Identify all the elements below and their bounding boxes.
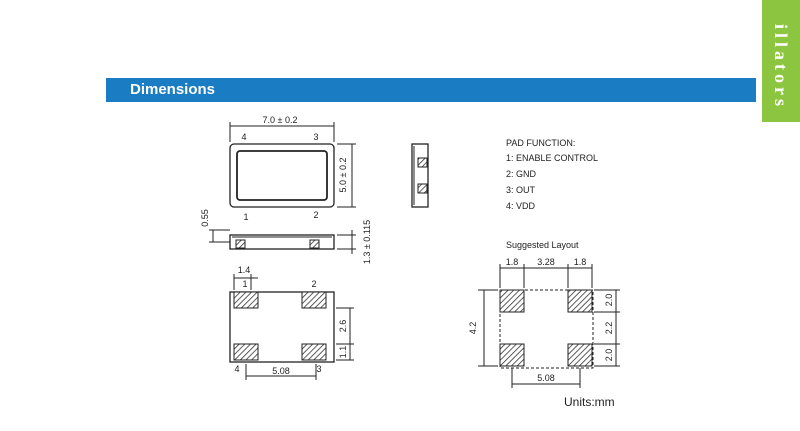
offset-dimension-label: 0.55 xyxy=(200,209,210,227)
bottom-pin-1-label: 1 xyxy=(242,279,248,289)
bottom-pad-2 xyxy=(302,292,326,308)
suggested-layout-title: Suggested Layout xyxy=(506,240,579,250)
bottom-pin-3-label: 3 xyxy=(316,364,322,374)
bottom-pin-2-label: 2 xyxy=(311,279,317,289)
units-label: Units:mm xyxy=(564,395,615,409)
package-lid xyxy=(237,151,327,200)
pad-function-item: 4: VDD xyxy=(506,201,536,211)
bottom-pad-1 xyxy=(234,292,258,308)
pad-function-list xyxy=(506,154,598,218)
layout-pad-height-bottom-label: 2.0 xyxy=(604,348,614,362)
bottom-pad-3 xyxy=(302,344,326,360)
front-side-view xyxy=(230,230,356,254)
pad-gap-dimension-label: 2.6 xyxy=(338,319,348,333)
layout-pad-pitch-label: 5.08 xyxy=(537,373,555,383)
suggested-layout-drawing xyxy=(478,264,620,388)
section-title: Dimensions xyxy=(130,81,216,98)
pad-function-title: PAD FUNCTION: xyxy=(506,138,576,148)
top-pin-1-label: 1 xyxy=(243,212,249,222)
thickness-dimension-label: 1.3 ± 0.115 xyxy=(362,219,372,265)
bottom-pad-4 xyxy=(234,344,258,360)
land-pad-1 xyxy=(500,290,524,312)
layout-pad-width-right-label: 1.8 xyxy=(573,257,587,267)
package-outline xyxy=(230,144,334,207)
top-pin-3-label: 3 xyxy=(313,132,319,142)
layout-overall-height-label: 4.2 xyxy=(468,321,478,335)
bottom-pin-4-label: 4 xyxy=(234,364,240,374)
pad-function-item: 1: ENABLE CONTROL xyxy=(506,153,599,163)
right-side-view xyxy=(412,144,428,207)
pad-height-dimension-label: 1.1 xyxy=(338,345,348,359)
land-pad-4 xyxy=(500,344,524,366)
land-pad-2 xyxy=(568,290,592,312)
pad-function-item: 3: OUT xyxy=(506,185,536,195)
pad-pitch-dimension-label: 5.08 xyxy=(272,366,290,376)
top-pin-2-label: 2 xyxy=(313,210,319,220)
layout-pad-width-left-label: 1.8 xyxy=(505,257,519,267)
layout-pad-height-top-label: 2.0 xyxy=(604,293,614,307)
layout-pad-gap-label: 2.2 xyxy=(604,321,614,335)
land-pad-3 xyxy=(568,344,592,366)
top-pin-4-label: 4 xyxy=(241,132,247,142)
layout-pad-spacing-label: 3.28 xyxy=(537,257,555,267)
width-dimension-label: 7.0 ± 0.2 xyxy=(262,115,298,125)
pad-function-item: 2: GND xyxy=(506,169,537,179)
top-view xyxy=(209,122,356,242)
height-dimension-label: 5.0 ± 0.2 xyxy=(338,157,348,193)
pad-width-dimension-label: 1.4 xyxy=(237,265,251,275)
side-tab-text: illators xyxy=(771,24,791,110)
bottom-view xyxy=(230,274,354,380)
